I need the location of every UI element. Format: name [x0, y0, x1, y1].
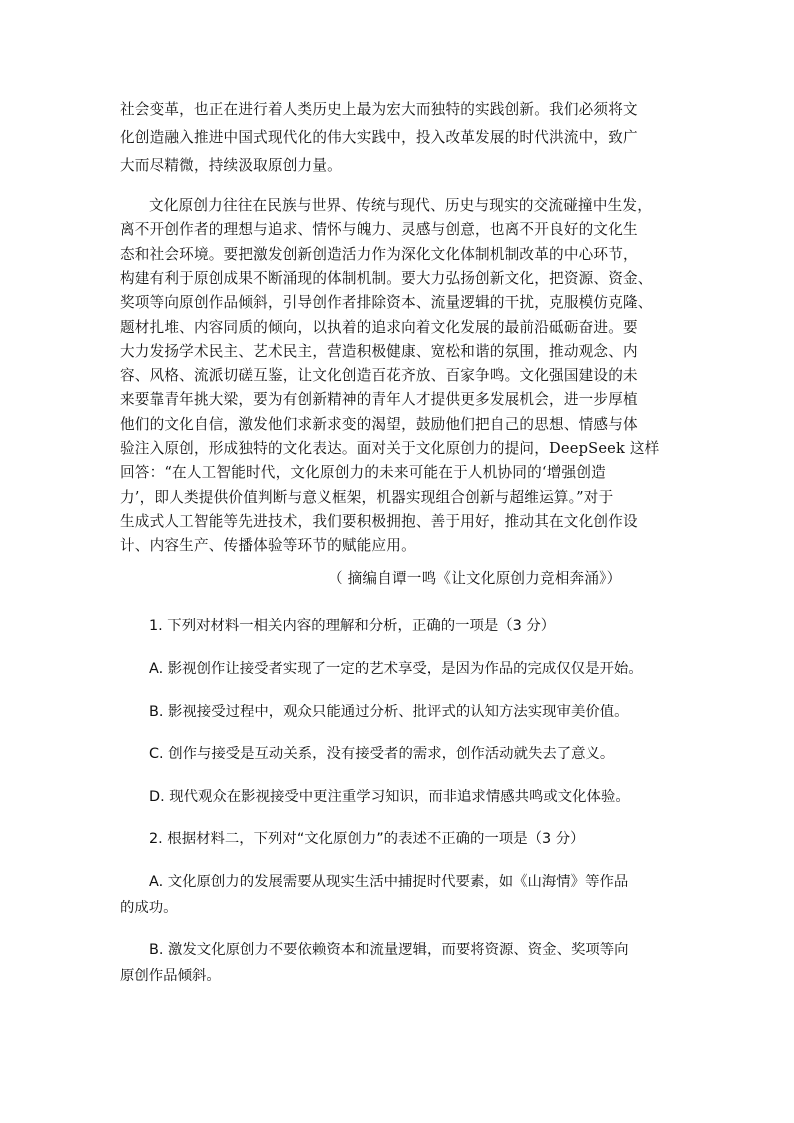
option-a: A. 文化原创力的发展需要从现实生活中捕捉时代要素，如《山海情》等作品 — [149, 874, 629, 890]
passage-line: 离不开创作者的理想与追求、情怀与魄力、灵感与创意，也离不开良好的文化生 — [120, 221, 638, 239]
option-b: B. 激发文化原创力不要依赖资本和流量逻辑，而要将资源、资金、奖项等向 — [149, 942, 629, 958]
passage-line: 构建有利于原创成果不断涌现的体制机制。要大力弘扬创新文化，把资源、资金、 — [120, 269, 653, 287]
option-a-continuation: 的成功。 — [120, 900, 178, 916]
passage-line: 题材扎堆、内容同质的倾向，以执着的追求向着文化发展的最前沿砥砺奋进。要 — [120, 318, 638, 336]
option-b: B. 影视接受过程中，观众只能通过分析、批评式的认知方法实现审美价值。 — [149, 704, 629, 720]
passage-line: 化创造融入推进中国式现代化的伟大实践中，投入改革发展的时代洪流中，致广 — [120, 129, 638, 146]
passage-line: 他们的文化自信，激发他们求新求变的渴望，鼓励他们把自己的思想、情感与体 — [120, 415, 638, 433]
passage-line: 来要靠青年挑大梁，要为有创新精神的青年人才提供更多发展机会，进一步厚植 — [120, 391, 638, 409]
option-d: D. 现代观众在影视接受中更注重学习知识，而非追求情感共鸣或文化体验。 — [149, 789, 630, 805]
passage-line: 大而尽精微，持续汲取原创力量。 — [120, 157, 342, 174]
passage-line: 容、风格、流派切磋互鉴，让文化创造百花齐放、百家争鸣。文化强国建设的未 — [120, 367, 638, 385]
passage-line: 验注入原创，形成独特的文化表达。面对关于文化原创力的提问，DeepSeek 这样 — [120, 440, 660, 457]
passage-line: 奖项等向原创作品倾斜，引导创作者排除资本、流量逻辑的干扰，克服模仿克隆、 — [120, 294, 653, 312]
passage-line: 生成式人工智能等先进技术，我们要积极拥抱、善于用好，推动其在文化创作设 — [120, 512, 638, 530]
option-b-continuation: 原创作品倾斜。 — [120, 968, 221, 984]
passage-line: 社会变革，也正在进行着人类历史上最为宏大而独特的实践创新。我们必须将文 — [120, 101, 638, 118]
passage-line: 回答：“在人工智能时代，文化原创力的未来可能在于人机协同的‘增强创造 — [120, 464, 606, 482]
attribution: （ 摘编自谭一鸣《让文化原创力竞相奔涌》） — [328, 570, 622, 587]
passage-line: 文化原创力往往在民族与世界、传统与现代、历史与现实的交流碰撞中生发， — [149, 197, 652, 214]
question-stem: 2. 根据材料二，下列对“文化原创力”的表述不正确的一项是（3 分） — [149, 831, 585, 847]
passage-line: 计、内容生产、传播体验等环节的赋能应用。 — [120, 537, 416, 555]
question-stem: 1. 下列对材料一相关内容的理解和分析，正确的一项是（3 分） — [149, 618, 556, 634]
passage-line: 力’，即人类提供价值判断与意义框架，机器实现组合创新与超维运算。”对于 — [120, 488, 614, 506]
option-a: A. 影视创作让接受者实现了一定的艺术享受，是因为作品的完成仅仅是开始。 — [149, 661, 643, 677]
passage-line: 态和社会环境。要把激发创新创造活力作为深化文化体制机制改革的中心环节， — [120, 245, 638, 263]
option-c: C. 创作与接受是互动关系，没有接受者的需求，创作活动就失去了意义。 — [149, 746, 615, 762]
passage-line: 大力发扬学术民主、艺术民主，营造积极健康、宽松和谐的氛围，推动观念、内 — [120, 342, 638, 360]
